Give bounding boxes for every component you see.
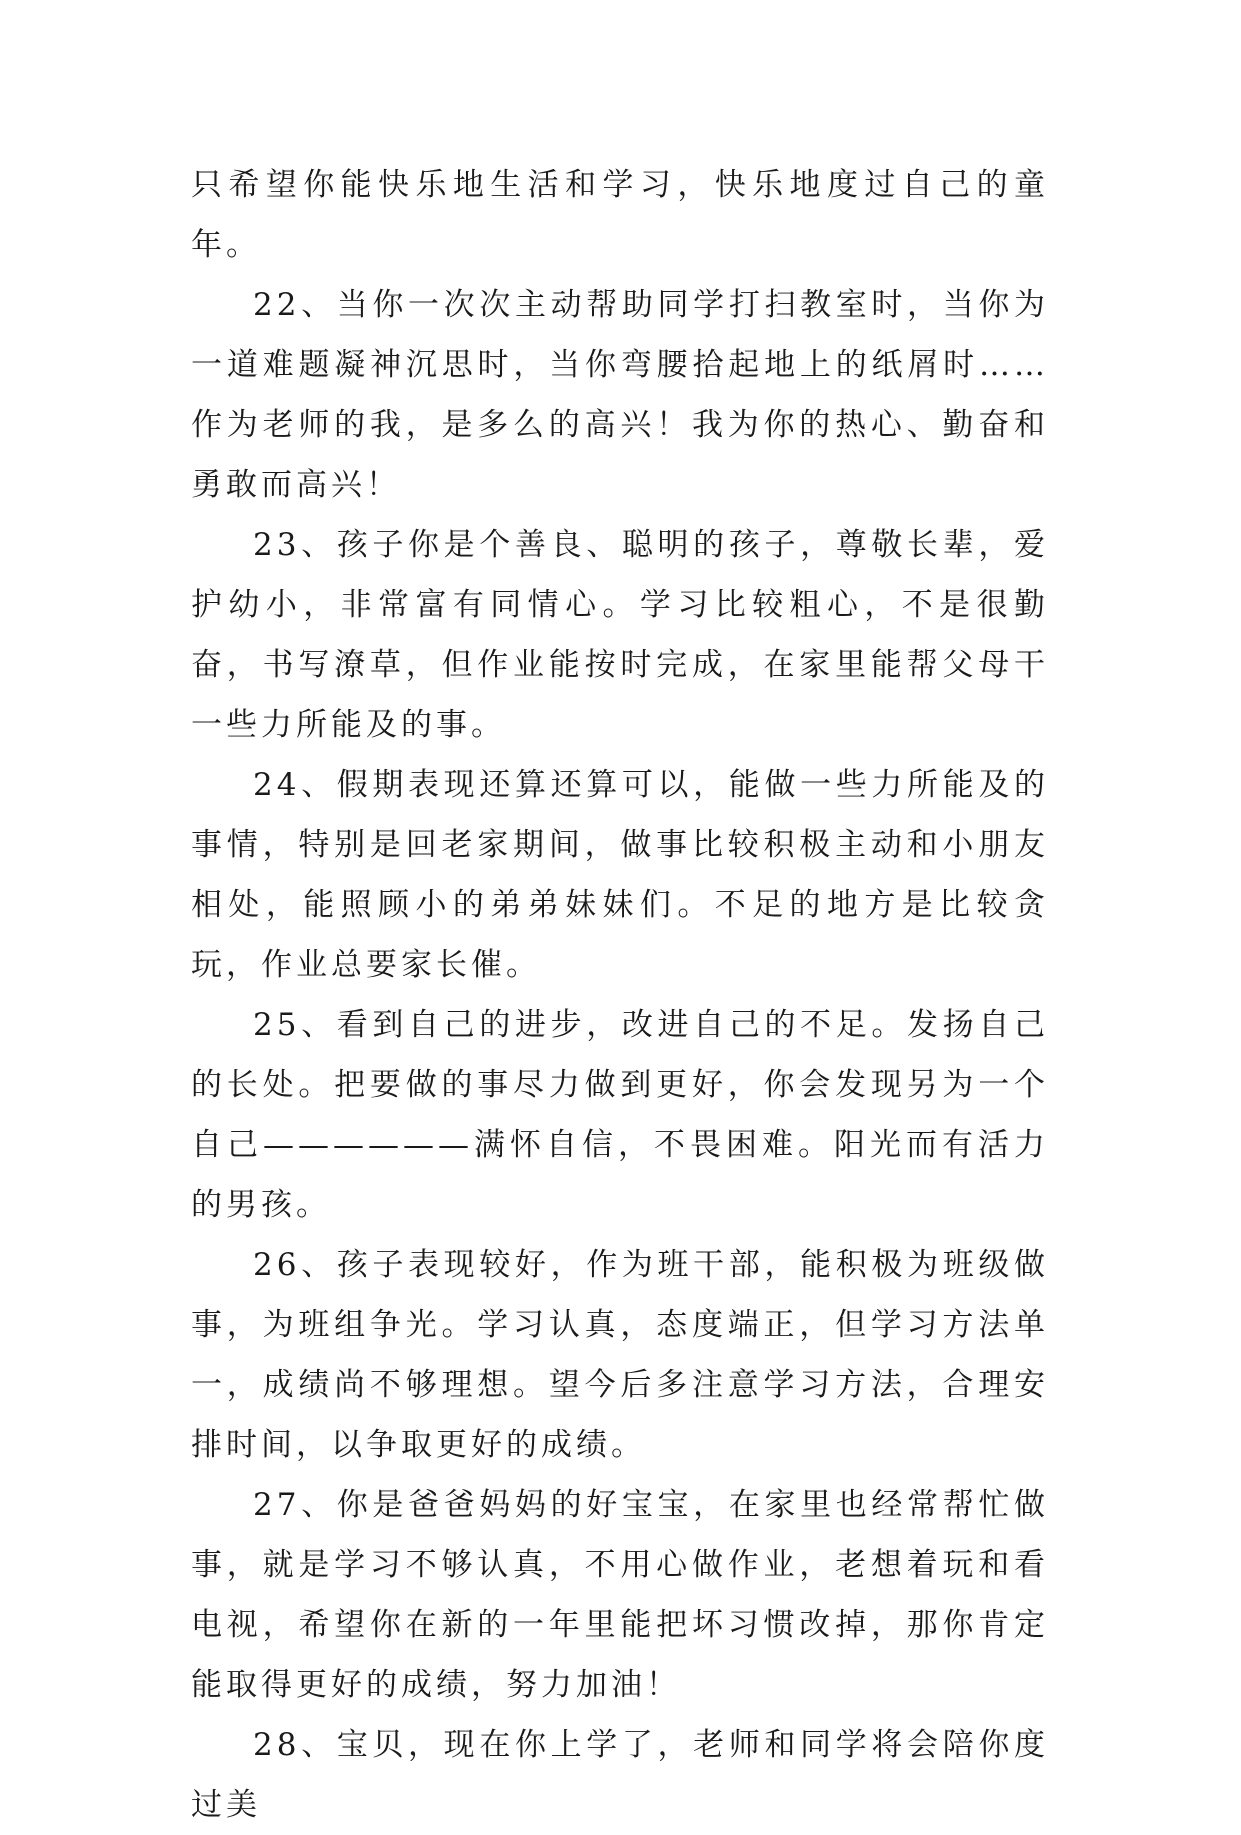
paragraph-22: 22、当你一次次主动帮助同学打扫教室时，当你为一道难题凝神沉思时，当你弯腰拾起地上的纸屑时……作为老师的我，是多么的高兴！我为你的热心、勤奋和勇敢而高兴！ [191,287,1049,503]
document-body [191,155,1049,1835]
paragraph-25: 25、看到自己的进步，改进自己的不足。发扬自己的长处。把要做的事尽力做到更好，你会发现另为一个自己——————满怀自信，不畏困难。阳光而有活力的男孩。 [191,1007,1049,1223]
paragraph-23: 23、孩子你是个善良、聪明的孩子，尊敬长辈，爱护幼小，非常富有同情心。学习比较粗心，不是很勤奋，书写潦草，但作业能按时完成，在家里能帮父母干一些力所能及的事。 [191,527,1049,743]
paragraph-24: 24、假期表现还算还算可以，能做一些力所能及的事情，特别是回老家期间，做事比较积极主动和小朋友相处，能照顾小的弟弟妹妹们。不足的地方是比较贪玩，作业总要家长催。 [191,767,1049,983]
paragraph-26: 26、孩子表现较好，作为班干部，能积极为班级做事，为班组争光。学习认真，态度端正，但学习方法单一，成绩尚不够理想。望今后多注意学习方法，合理安排时间，以争取更好的成绩。 [191,1247,1049,1463]
paragraph-21-continuation: 只希望你能快乐地生活和学习，快乐地度过自己的童年。 [191,167,1049,263]
paragraph-28-start: 28、宝贝，现在你上学了，老师和同学将会陪你度过美 [191,1727,1049,1823]
paragraph-27: 27、你是爸爸妈妈的好宝宝，在家里也经常帮忙做事，就是学习不够认真，不用心做作业，老想着玩和看电视，希望你在新的一年里能把坏习惯改掉，那你肯定能取得更好的成绩，努力加油！ [191,1487,1049,1703]
